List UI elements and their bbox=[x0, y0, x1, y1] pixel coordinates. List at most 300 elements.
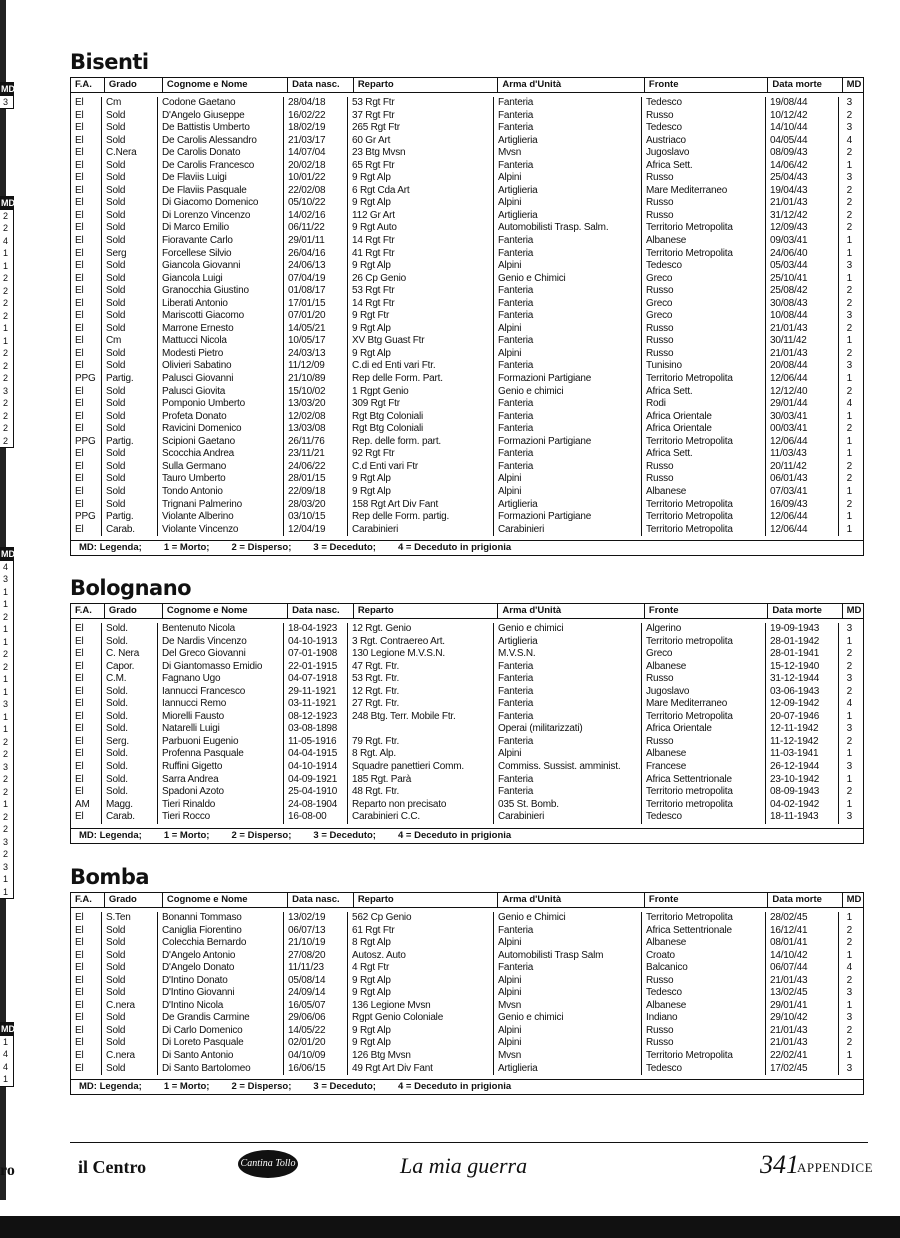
table-cell: Sarra Andrea bbox=[162, 773, 219, 785]
table-cell: Autosz. Auto bbox=[352, 949, 406, 961]
table-body bbox=[71, 908, 863, 1079]
table-cell: Africa Settentrionale bbox=[646, 773, 732, 785]
table-cell: 2 bbox=[846, 1024, 852, 1036]
bleed-md-values bbox=[3, 561, 13, 899]
table-cell: 30/11/42 bbox=[770, 335, 807, 347]
table-cell: El bbox=[75, 987, 84, 999]
table-cell: Fanteria bbox=[498, 786, 534, 798]
table-cell: C.di ed Enti vari Ftr. bbox=[352, 360, 436, 372]
table-cell: El bbox=[75, 159, 84, 171]
column-header: Data morte bbox=[768, 893, 842, 907]
table-cell: 28/02/45 bbox=[770, 912, 808, 923]
table-header bbox=[71, 78, 863, 93]
bleed-md-values bbox=[3, 210, 13, 448]
section-bolognano bbox=[70, 576, 864, 844]
table-column bbox=[158, 912, 284, 1075]
table-cell: Mare Mediterraneo bbox=[646, 184, 728, 196]
table-cell: Ruffini Gigetto bbox=[162, 761, 223, 773]
column-header: Fronte bbox=[645, 78, 768, 92]
table-cell: Olivieri Sabatino bbox=[162, 360, 232, 372]
table-cell: Alpini bbox=[498, 974, 522, 986]
table-cell: 28/01/15 bbox=[288, 473, 326, 485]
bleed-md-value: 1 bbox=[3, 1036, 9, 1047]
table-cell: 12-09-1942 bbox=[770, 698, 820, 710]
table-cell: 19/08/44 bbox=[770, 97, 808, 108]
table-cell: Greco bbox=[646, 648, 673, 660]
column-header: Data morte bbox=[768, 78, 842, 92]
table-cell: 3 bbox=[846, 1062, 852, 1074]
table-cell: 14 Rgt Ftr bbox=[352, 297, 395, 309]
table-cell: 9 Rgt Alp bbox=[352, 1037, 391, 1049]
table-cell: 29-11-1921 bbox=[288, 685, 337, 697]
bleed-md-value: 2 bbox=[3, 223, 9, 233]
table-cell: 12/09/43 bbox=[770, 222, 808, 234]
table-cell: Fanteria bbox=[498, 97, 534, 108]
scan-bottom-edge bbox=[0, 1216, 900, 1238]
table-cell: Rgpt Genio Coloniale bbox=[352, 1012, 444, 1024]
table-cell: 03-08-1898 bbox=[288, 723, 338, 735]
table-cell: El bbox=[75, 235, 84, 247]
section-title: Bisenti bbox=[70, 50, 149, 74]
table-cell: Africa Sett. bbox=[646, 385, 693, 397]
table-cell: 3 bbox=[846, 172, 852, 184]
table-cell: Albanese bbox=[646, 235, 687, 247]
table-cell: Sold bbox=[106, 222, 126, 234]
table-cell: Sulla Germano bbox=[162, 460, 227, 472]
table-cell: Fanteria bbox=[498, 285, 534, 297]
table-cell: Fanteria bbox=[498, 685, 534, 697]
table-cell: 30/08/43 bbox=[770, 297, 808, 309]
table-cell: Di Loreto Pasquale bbox=[162, 1037, 244, 1049]
table-cell: 3 bbox=[846, 260, 852, 272]
table-cell: 19-09-1943 bbox=[770, 623, 820, 634]
table-cell: D'Angelo Antonio bbox=[162, 949, 236, 961]
table-cell: C.nera bbox=[106, 999, 135, 1011]
legend-item: 4 = Deceduto in prigionia bbox=[397, 1081, 512, 1093]
table-cell: Territorio Metropolita bbox=[646, 373, 733, 385]
table-cell: 12 Rgt. Genio bbox=[352, 623, 412, 634]
table-cell: Sold bbox=[106, 209, 126, 221]
table-cell: El bbox=[75, 648, 84, 660]
table-cell: Sold bbox=[106, 385, 126, 397]
table-cell: 49 Rgt Art Div Fant bbox=[352, 1062, 433, 1074]
table-cell: Sold. bbox=[106, 748, 128, 760]
table-cell: 15-12-1940 bbox=[770, 660, 820, 672]
table-cell: Fanteria bbox=[498, 297, 534, 309]
table-cell: El bbox=[75, 698, 84, 710]
table-cell: El bbox=[75, 523, 84, 535]
table-cell: 1 bbox=[846, 485, 852, 497]
table-cell: 1 bbox=[846, 798, 852, 810]
table-cell: Sold. bbox=[106, 710, 128, 722]
table-cell: 12/06/44 bbox=[770, 511, 808, 523]
bleed-md-value: 2 bbox=[3, 373, 9, 383]
table-cell: 19/04/43 bbox=[770, 184, 808, 196]
table-cell: Modesti Pietro bbox=[162, 347, 224, 359]
table-cell: 2 bbox=[846, 937, 852, 949]
table-cell: De Grandis Carmine bbox=[162, 1012, 250, 1024]
table-cell: 06/01/43 bbox=[770, 473, 808, 485]
table-cell: Artiglieria bbox=[498, 498, 538, 510]
table-cell: 07/01/20 bbox=[288, 310, 326, 322]
bleed-md-value: 1 bbox=[3, 323, 9, 333]
bleed-md-value: 3 bbox=[3, 699, 9, 709]
bleed-md-value: 2 bbox=[3, 736, 9, 747]
table-cell: Sold bbox=[106, 1037, 126, 1049]
table-cell: Sold bbox=[106, 974, 126, 986]
table-cell: Giancola Luigi bbox=[162, 272, 223, 284]
table-cell: 21/01/43 bbox=[770, 347, 808, 359]
table-cell: 1 bbox=[846, 773, 852, 785]
column-header: Cognome e Nome bbox=[163, 78, 288, 92]
table-cell: Commiss. Sussist. amminist. bbox=[498, 761, 621, 773]
table-cell: El bbox=[75, 710, 84, 722]
table-cell: D'Intino Giovanni bbox=[162, 987, 235, 999]
table-cell: 03/10/15 bbox=[288, 511, 326, 523]
bleed-md-value: 2 bbox=[3, 210, 9, 221]
table-cell: Sold bbox=[106, 322, 126, 334]
table-cell: 05/03/44 bbox=[770, 260, 808, 272]
table-cell: Sold bbox=[106, 485, 126, 497]
table-cell: 136 Legione Mvsn bbox=[352, 999, 431, 1011]
table-cell: Carab. bbox=[106, 811, 135, 823]
table-cell: El bbox=[75, 912, 84, 923]
bleed-md-value: 2 bbox=[3, 273, 9, 283]
table-cell: Russo bbox=[646, 172, 674, 184]
table-cell: El bbox=[75, 962, 84, 974]
table-cell: Sold bbox=[106, 109, 126, 121]
table-cell: El bbox=[75, 460, 84, 472]
md-legend bbox=[71, 540, 863, 555]
bleed-md-header: MD bbox=[1, 1024, 15, 1034]
table-cell: Fanteria bbox=[498, 122, 534, 134]
table-cell: 9 Rgt Alp bbox=[352, 987, 391, 999]
table-cell: 3 bbox=[846, 811, 852, 823]
table-cell: Tondo Antonio bbox=[162, 485, 223, 497]
table-cell: Jugoslavo bbox=[646, 685, 690, 697]
column-header: Arma d'Unità bbox=[498, 604, 645, 618]
table-cell: 24/06/40 bbox=[770, 247, 808, 259]
table-cell: 04-07-1918 bbox=[288, 673, 338, 685]
table-cell: Sold bbox=[106, 1062, 126, 1074]
table-cell: Russo bbox=[646, 197, 674, 209]
table-cell: 2 bbox=[846, 735, 852, 747]
table-cell: 1 bbox=[846, 710, 852, 722]
table-cell: El bbox=[75, 1012, 84, 1024]
table-cell: 20/08/44 bbox=[770, 360, 808, 372]
table-cell: Alpini bbox=[498, 1024, 522, 1036]
table-cell: El bbox=[75, 485, 84, 497]
table-cell: El bbox=[75, 172, 84, 184]
table-cell: Territorio Metropolita bbox=[646, 511, 733, 523]
column-header: MD bbox=[846, 894, 862, 905]
table-cell: Automobilisti Trasp. Salm. bbox=[498, 222, 609, 234]
table-cell: Sold. bbox=[106, 773, 128, 785]
table-cell: Alpini bbox=[498, 473, 522, 485]
table-cell: 16/06/15 bbox=[288, 1062, 326, 1074]
table-cell: Russo bbox=[646, 1024, 674, 1036]
table-column bbox=[494, 97, 642, 536]
table-cell: AM bbox=[75, 798, 90, 810]
table-cell: El bbox=[75, 335, 84, 347]
table-cell: Albanese bbox=[646, 999, 687, 1011]
table-cell: 2 bbox=[846, 974, 852, 986]
section-title: Bolognano bbox=[70, 576, 192, 600]
table-cell: 14 Rgt Ftr bbox=[352, 235, 395, 247]
bleed-md-value: 3 bbox=[3, 836, 9, 847]
table-cell: Bentenuto Nicola bbox=[162, 623, 235, 634]
bleed-md-value: 1 bbox=[3, 599, 9, 609]
table-cell: El bbox=[75, 109, 84, 121]
table-cell: Africa Orientale bbox=[646, 423, 712, 435]
table-cell: 1 bbox=[846, 523, 852, 535]
table-cell: 12/06/44 bbox=[770, 523, 808, 535]
table-cell: Pomponio Umberto bbox=[162, 398, 245, 410]
table-cell: 9 Rgt Alp bbox=[352, 347, 391, 359]
table-cell: 22/02/41 bbox=[770, 1050, 808, 1062]
table-cell: 13/02/19 bbox=[288, 912, 326, 923]
table-cell: 30/03/41 bbox=[770, 410, 808, 422]
table-cell: Carabinieri C.C. bbox=[352, 811, 420, 823]
column-header: Cognome e Nome bbox=[163, 604, 288, 618]
table-cell: 28/04/18 bbox=[288, 97, 326, 108]
table-cell: 11/12/09 bbox=[288, 360, 325, 372]
table-cell: Parbuoni Eugenio bbox=[162, 735, 239, 747]
table-cell: Squadre panettieri Comm. bbox=[352, 761, 464, 773]
table-cell: Natarelli Luigi bbox=[162, 723, 220, 735]
table-cell: 20/11/42 bbox=[770, 460, 807, 472]
table-header bbox=[71, 893, 863, 908]
table-cell: 65 Rgt Ftr bbox=[352, 159, 395, 171]
bleed-md-value: 2 bbox=[3, 849, 9, 859]
table-cell: 26 Cp Genio bbox=[352, 272, 406, 284]
table-cell: 27 Rgt. Ftr. bbox=[352, 698, 400, 710]
table-cell: El bbox=[75, 685, 84, 697]
column-header: F.A. bbox=[71, 893, 105, 907]
table-column bbox=[494, 623, 642, 824]
table-cell: Sold bbox=[106, 197, 126, 209]
table-column bbox=[71, 912, 102, 1075]
table-cell: C.nera bbox=[106, 1050, 135, 1062]
table-cell: Sold bbox=[106, 260, 126, 272]
table-cell: Reparto non precisato bbox=[352, 798, 447, 810]
bleed-md-value: 1 bbox=[3, 711, 9, 722]
table-cell: 25-04-1910 bbox=[288, 786, 338, 798]
table-cell: El bbox=[75, 310, 84, 322]
table-cell: 112 Gr Art bbox=[352, 209, 395, 221]
table-cell: Alpini bbox=[498, 260, 522, 272]
table-cell: El bbox=[75, 924, 84, 936]
table-cell: Fanteria bbox=[498, 159, 534, 171]
table-cell: 06/07/13 bbox=[288, 924, 326, 936]
table-cell: El bbox=[75, 209, 84, 221]
table-cell: Formazioni Partigiane bbox=[498, 435, 592, 447]
table-cell: 2 bbox=[846, 460, 852, 472]
section-title: Bomba bbox=[70, 865, 150, 889]
table-cell: 3 bbox=[846, 673, 852, 685]
table-cell: Sold bbox=[106, 1012, 126, 1024]
table-cell: 14/07/04 bbox=[288, 147, 326, 159]
legend-item: 3 = Deceduto; bbox=[313, 829, 376, 841]
bleed-md-value: 2 bbox=[3, 298, 9, 308]
sponsor-logo: Cantina Tollo bbox=[238, 1150, 298, 1178]
column-header: Data nasc. bbox=[288, 78, 354, 92]
table-cell: El bbox=[75, 322, 84, 334]
table-cell: De Carolis Donato bbox=[162, 147, 241, 159]
table-cell: 24/09/14 bbox=[288, 987, 326, 999]
table-cell: El bbox=[75, 473, 84, 485]
table-cell: Tedesco bbox=[646, 987, 682, 999]
table-column bbox=[102, 912, 158, 1075]
table-cell: Fanteria bbox=[498, 398, 534, 410]
table-cell: Albanese bbox=[646, 660, 687, 672]
table-cell: 04-10-1913 bbox=[288, 635, 338, 647]
table-cell: Alpini bbox=[498, 485, 522, 497]
table-cell: Rgt Btg Coloniali bbox=[352, 423, 424, 435]
table-cell: PPG bbox=[75, 373, 96, 385]
table-cell: Partig. bbox=[106, 511, 134, 523]
table-cell: 1 bbox=[846, 247, 852, 259]
column-header: F.A. bbox=[71, 78, 105, 92]
table-cell: El bbox=[75, 623, 84, 634]
table-cell: 2 bbox=[846, 423, 852, 435]
table-cell: 1 bbox=[846, 159, 852, 171]
table-column bbox=[348, 97, 494, 536]
table-cell: Liberati Antonio bbox=[162, 297, 228, 309]
legend-item: 4 = Deceduto in prigionia bbox=[397, 829, 512, 841]
legend-item: 3 = Deceduto; bbox=[313, 1081, 376, 1093]
table-cell: Russo bbox=[646, 109, 674, 121]
table-cell: 6 Rgt Cda Art bbox=[352, 184, 410, 196]
table-cell: El bbox=[75, 673, 84, 685]
table-column bbox=[766, 912, 839, 1075]
table-cell: XV Btg Guast Ftr bbox=[352, 335, 425, 347]
table-cell: 3 bbox=[846, 360, 852, 372]
table-cell: Alpini bbox=[498, 1037, 522, 1049]
bleed-md-value: 1 bbox=[3, 724, 9, 734]
table-cell: Sold bbox=[106, 924, 126, 936]
table-cell: 1 bbox=[846, 335, 852, 347]
table-cell: 4 bbox=[846, 134, 852, 146]
table-cell: El bbox=[75, 272, 84, 284]
bleed-md-value: 3 bbox=[3, 385, 9, 396]
table-cell: El bbox=[75, 761, 84, 773]
legend-title: MD: Legenda; bbox=[79, 542, 142, 554]
table-body bbox=[71, 619, 863, 828]
table-cell: 29/01/44 bbox=[770, 398, 808, 410]
bleed-md-header: MD bbox=[1, 198, 15, 208]
table-cell: 130 Legione M.V.S.N. bbox=[352, 648, 445, 660]
table-cell: Territorio metropolita bbox=[646, 635, 733, 647]
table-cell: 15/10/02 bbox=[288, 385, 326, 397]
table-cell: 37 Rgt Ftr bbox=[352, 109, 395, 121]
table-cell: Mariscotti Giacomo bbox=[162, 310, 244, 322]
table-cell: Sold bbox=[106, 448, 126, 460]
column-header: F.A. bbox=[71, 604, 105, 618]
table-cell: Del Greco Giovanni bbox=[162, 648, 246, 660]
table-column bbox=[284, 623, 348, 824]
table-cell: Sold. bbox=[106, 623, 128, 634]
page-number: 341 bbox=[760, 1150, 799, 1179]
table-cell: Sold bbox=[106, 398, 126, 410]
table-cell: 31-12-1944 bbox=[770, 673, 820, 685]
column-header: Arma d'Unità bbox=[498, 893, 645, 907]
table-cell: Sold. bbox=[106, 635, 128, 647]
table-cell: 18-11-1943 bbox=[770, 811, 819, 823]
table-cell: 13/03/08 bbox=[288, 423, 326, 435]
table-cell: Sold bbox=[106, 460, 126, 472]
table-cell: 9 Rgt Alp bbox=[352, 1024, 391, 1036]
table-cell: 47 Rgt. Ftr. bbox=[352, 660, 400, 672]
table-cell: Capor. bbox=[106, 660, 135, 672]
table-cell: Artiglieria bbox=[498, 184, 538, 196]
table-cell: 2 bbox=[846, 786, 852, 798]
table-cell: Sold bbox=[106, 498, 126, 510]
table-cell: Balcanico bbox=[646, 962, 688, 974]
table-column bbox=[284, 97, 348, 536]
table-cell: Mare Mediterraneo bbox=[646, 698, 728, 710]
legend-item: 1 = Morto; bbox=[163, 829, 210, 841]
table-cell: 1 bbox=[846, 912, 852, 923]
table-cell: 2 bbox=[846, 473, 852, 485]
table-column bbox=[839, 623, 856, 824]
table-cell: Rep delle Form. partig. bbox=[352, 511, 450, 523]
table-cell: El bbox=[75, 385, 84, 397]
table-cell: El bbox=[75, 1037, 84, 1049]
table-cell: Rodi bbox=[646, 398, 666, 410]
table-column bbox=[158, 623, 284, 824]
bleed-md-header: MD bbox=[1, 549, 15, 559]
table-cell: 08/01/41 bbox=[770, 937, 808, 949]
table-cell: Di Giacomo Domenico bbox=[162, 197, 259, 209]
table-cell: El bbox=[75, 197, 84, 209]
bleed-md-value: 2 bbox=[3, 423, 9, 433]
table-cell: 53 Rgt Ftr bbox=[352, 97, 395, 108]
bleed-md-value: 2 bbox=[3, 749, 9, 759]
table-cell: 9 Rgt Alp bbox=[352, 974, 391, 986]
table-cell: 26/04/16 bbox=[288, 247, 326, 259]
bleed-md-value: 2 bbox=[3, 824, 9, 834]
table-cell: Sold bbox=[106, 272, 126, 284]
table-cell: 18-04-1923 bbox=[288, 623, 338, 634]
table-cell: Codone Gaetano bbox=[162, 97, 236, 108]
table-cell: 07-01-1908 bbox=[288, 648, 338, 660]
table-cell: 29/01/11 bbox=[288, 235, 325, 247]
table-cell: 08-12-1923 bbox=[288, 710, 338, 722]
table-cell: 23/11/21 bbox=[288, 448, 325, 460]
table-cell: 28/03/20 bbox=[288, 498, 326, 510]
table-cell: Tedesco bbox=[646, 811, 682, 823]
bleed-md-value: 4 bbox=[3, 1061, 9, 1072]
table-cell: Mvsn bbox=[498, 1050, 522, 1062]
table-cell: 61 Rgt Ftr bbox=[352, 924, 395, 936]
table-cell: 1 bbox=[846, 272, 852, 284]
column-header: Reparto bbox=[354, 604, 499, 618]
table-column bbox=[642, 912, 766, 1075]
table-cell: El bbox=[75, 398, 84, 410]
table-cell: PPG bbox=[75, 435, 96, 447]
table-cell: De Carolis Alessandro bbox=[162, 134, 257, 146]
table-cell: Fanteria bbox=[498, 360, 534, 372]
table-cell: 24/06/22 bbox=[288, 460, 326, 472]
table-cell: El bbox=[75, 184, 84, 196]
table-cell: 3 bbox=[846, 1012, 852, 1024]
table-cell: Sold bbox=[106, 410, 126, 422]
table-cell: Russo bbox=[646, 347, 674, 359]
table-cell: Sold. bbox=[106, 723, 128, 735]
bleed-md-value: 1 bbox=[3, 624, 9, 634]
table-cell: Genio e chimici bbox=[498, 1012, 564, 1024]
